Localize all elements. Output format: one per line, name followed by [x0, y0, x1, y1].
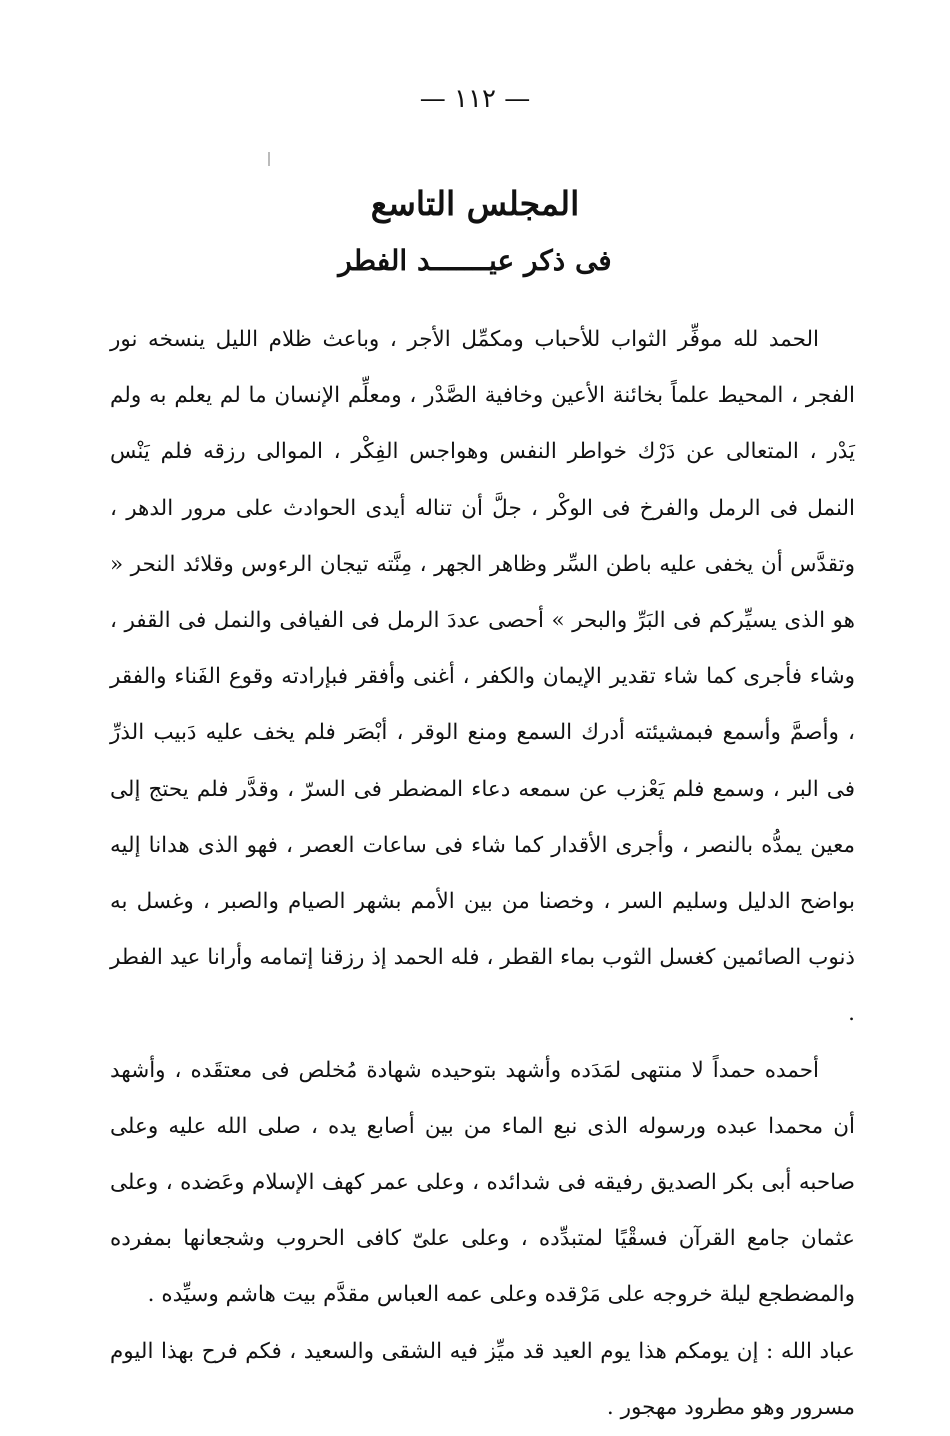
- chapter-subtitle: فى ذكر عيـــــــد الفطر: [338, 244, 612, 277]
- scan-speck: [268, 152, 270, 166]
- paragraph-2: أحمده حمداً لا منتهى لمَدَده وأشهد بتوحيده شهادة مُخلص فى معتقَده ، وأشهد أن محمدا عبده ورسوله الذى نبع الماء من بين أصابع يده ، صلى الله عليه وعلى صاحبه أبى بكر الصديق رفيقه فى شدائده ، وعلى عمر كهف الإسلام وعَضده ، وعلى عثمان جامع القرآن فسقْيًا لمتبدِّده ، وعلى علىّ كافى الحروب وشجعانها بمفرده والمضطجع ليلة خروجه على مَرْقده وعلى عمه العباس مقدَّم بيت هاشم وسيِّده .: [110, 1057, 855, 1308]
- paragraph-1: الحمد لله موفِّر الثواب للأحباب ومكمِّل الأجر ، وباعث ظلام الليل ينسخه نور الفجر ، المحيط علماً بخائنة الأعين وخافية الصَّدْر ، ومعلِّم الإنسان ما لم يعلم به ولم يَدْر ، المتعالى عن دَرْك خواطر النفس وهواجس الفِكْر ، الموالى رزقه فلم يَنْس النمل فى الرمل والفرخ فى الوكْر ، جلَّ أن تناله أيدى الحوادث على مرور الدهر ، وتقدَّس أن يخفى عليه باطن السِّر وظاهر الجهر ، مِنَّته تيجان الرءوس وقلائد النحر « هو الذى يسيِّركم فى البَرِّ والبحر » أحصى عددَ الرمل فى الفيافى والنمل فى القفر ، وشاء فأجرى كما شاء تقدير الإيمان والكفر ، أغنى وأفقر فبإرادته وقوع الفَناء والفقر ، وأصمَّ وأسمع فبمشيئته أدرك السمع ومنع الوقر ، أبْصَر فلم يخف عليه دَبيب الذرِّ فى البر ، وسمع فلم يَعْزب عن سمعه دعاء المضطر فى السرّ ، وقدَّر فلم يحتج إلى معين يمدُّه بالنصر ، وأجرى الأقدار كما شاء فى ساعات العصر ، فهو الذى هدانا إليه بواضح الدليل وسليم السر ، وخصنا من بين الأمم بشهر الصيام والصبر ، وغسل به ذنوب الصائمين كغسل الثوب بماء القطر ، فله الحمد إذ رزقنا إتمامه وأرانا عيد الفطر .: [110, 327, 855, 1027]
- body-text: [110, 312, 855, 1436]
- chapter-title: المجلس التاسع: [370, 184, 580, 223]
- paragraph-3: عباد الله : إن يومكم هذا يوم العيد قد ميِّز فيه الشقى والسعيد ، فكم فرح بهذا اليوم مسرور وهو مطرود مهجور .: [110, 1338, 855, 1420]
- page-number: — ١١٢ —: [419, 84, 531, 114]
